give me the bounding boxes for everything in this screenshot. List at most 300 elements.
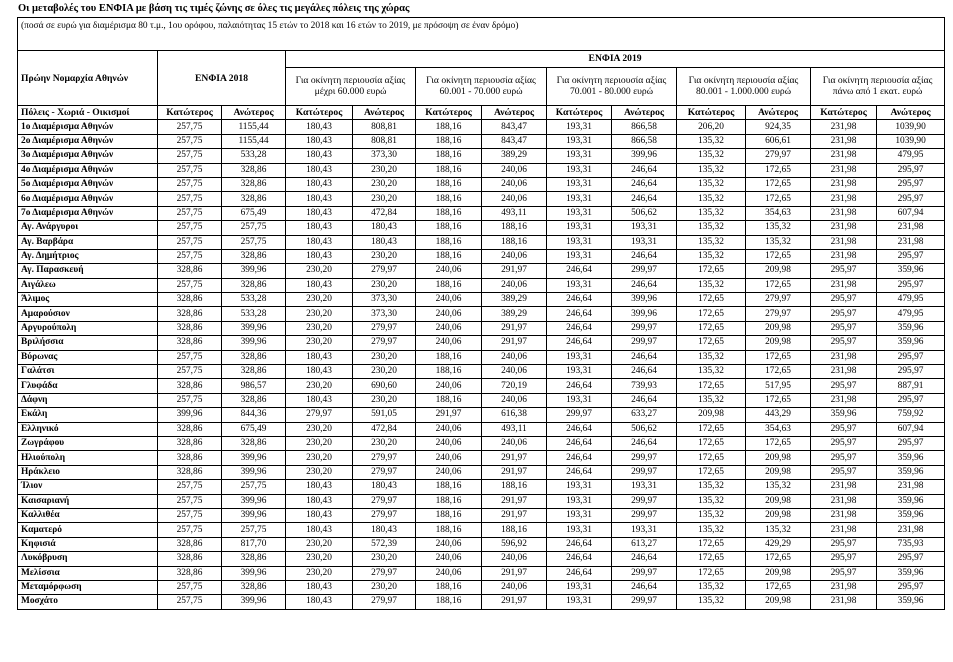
upper-value-cell: 299,97 — [612, 451, 677, 465]
upper-value-cell: 246,64 — [612, 192, 677, 206]
lower-value-cell: 240,06 — [416, 537, 482, 551]
upper-value-cell: 230,20 — [353, 436, 416, 450]
lower-value-cell: 246,64 — [547, 537, 612, 551]
enfia-table — [17, 17, 945, 610]
lower-value-cell: 193,31 — [547, 494, 612, 508]
upper-value-cell: 399,96 — [222, 494, 286, 508]
lower-value-cell: 328,86 — [158, 336, 222, 350]
table-row — [18, 264, 945, 278]
lower-value-cell: 209,98 — [677, 408, 746, 422]
upper-value-cell: 493,11 — [482, 206, 547, 220]
place-name: Αμαρούσιον — [18, 307, 158, 321]
lower-value-cell: 135,32 — [677, 177, 746, 191]
lower-value-cell: 231,98 — [811, 221, 877, 235]
upper-value-cell: 209,98 — [746, 566, 811, 580]
place-name: 1ο Διαμέρισμα Αθηνών — [18, 120, 158, 134]
upper-value-cell: 359,96 — [877, 336, 945, 350]
upper-value-cell: 399,96 — [222, 595, 286, 609]
lower-bound-header: Κατώτερος — [677, 106, 746, 120]
upper-value-cell: 429,29 — [746, 537, 811, 551]
place-name: Γαλάτσι — [18, 365, 158, 379]
upper-value-cell: 299,97 — [612, 264, 677, 278]
upper-value-cell: 279,97 — [746, 293, 811, 307]
upper-value-cell: 279,97 — [353, 566, 416, 580]
upper-value-cell: 675,49 — [222, 422, 286, 436]
upper-value-cell: 328,86 — [222, 249, 286, 263]
upper-value-cell: 295,97 — [877, 365, 945, 379]
upper-value-cell: 291,97 — [482, 451, 547, 465]
lower-value-cell: 257,75 — [158, 235, 222, 249]
lower-value-cell: 188,16 — [416, 480, 482, 494]
upper-value-cell: 279,97 — [746, 149, 811, 163]
group-header-1: Για οκίνητη περιουσία αξίας μέχρι 60.000 ευρώ — [286, 67, 416, 106]
upper-value-cell: 328,86 — [222, 580, 286, 594]
upper-value-cell: 240,06 — [482, 192, 547, 206]
lower-value-cell: 180,43 — [286, 177, 353, 191]
upper-value-cell: 230,20 — [353, 580, 416, 594]
upper-value-cell: 328,86 — [222, 278, 286, 292]
upper-value-cell: 354,63 — [746, 422, 811, 436]
lower-value-cell: 246,64 — [547, 379, 612, 393]
upper-value-cell: 230,20 — [353, 552, 416, 566]
place-name: Ηλιούπολη — [18, 451, 158, 465]
place-name: Καισαριανή — [18, 494, 158, 508]
upper-value-cell: 295,97 — [877, 163, 945, 177]
table-row — [18, 278, 945, 292]
table-row — [18, 494, 945, 508]
upper-value-cell: 246,64 — [612, 249, 677, 263]
table-row — [18, 336, 945, 350]
table-row — [18, 134, 945, 148]
lower-value-cell: 231,98 — [811, 206, 877, 220]
table-note: (ποσά σε ευρώ για διαμέρισμα 80 τ.μ., 1ου ορόφου, παλαιότητας 15 ετών το 2018 και 16 ετών το 2019, με πρόσοψη σε έναν δρόμο) — [18, 18, 945, 51]
lower-value-cell: 172,65 — [677, 566, 746, 580]
place-name: Αιγάλεω — [18, 278, 158, 292]
upper-value-cell: 291,97 — [482, 321, 547, 335]
lower-value-cell: 246,64 — [547, 293, 612, 307]
upper-value-cell: 399,96 — [222, 264, 286, 278]
upper-value-cell: 246,64 — [612, 436, 677, 450]
lower-value-cell: 295,97 — [811, 379, 877, 393]
upper-value-cell: 295,97 — [877, 552, 945, 566]
lower-value-cell: 193,31 — [547, 206, 612, 220]
lower-value-cell: 206,20 — [677, 120, 746, 134]
region-label: Πρώην Νομαρχία Αθηνών — [18, 51, 158, 106]
upper-value-cell: 616,38 — [482, 408, 547, 422]
upper-value-cell: 209,98 — [746, 465, 811, 479]
upper-value-cell: 759,92 — [877, 408, 945, 422]
table-row — [18, 422, 945, 436]
upper-value-cell: 517,95 — [746, 379, 811, 393]
lower-value-cell: 359,96 — [811, 408, 877, 422]
upper-value-cell: 533,28 — [222, 149, 286, 163]
table-row — [18, 149, 945, 163]
upper-value-cell: 240,06 — [482, 552, 547, 566]
table-row — [18, 235, 945, 249]
upper-value-cell: 246,64 — [612, 163, 677, 177]
upper-value-cell: 135,32 — [746, 235, 811, 249]
place-name: Βριλήσσια — [18, 336, 158, 350]
lower-value-cell: 193,31 — [547, 480, 612, 494]
lower-value-cell: 135,32 — [677, 393, 746, 407]
upper-value-cell: 279,97 — [746, 307, 811, 321]
upper-value-cell: 328,86 — [222, 552, 286, 566]
place-name: 2ο Διαμέρισμα Αθηνών — [18, 134, 158, 148]
group-header-4: Για οκίνητη περιουσία αξίας 80.001 - 1.000.000 ευρώ — [677, 67, 811, 106]
lower-value-cell: 230,20 — [286, 552, 353, 566]
lower-value-cell: 230,20 — [286, 566, 353, 580]
upper-value-cell: 230,20 — [353, 365, 416, 379]
lower-value-cell: 295,97 — [811, 465, 877, 479]
table-row — [18, 379, 945, 393]
upper-value-cell: 399,96 — [222, 451, 286, 465]
lower-value-cell: 240,06 — [416, 321, 482, 335]
lower-value-cell: 240,06 — [416, 307, 482, 321]
upper-value-cell: 506,62 — [612, 206, 677, 220]
lower-value-cell: 135,32 — [677, 163, 746, 177]
lower-value-cell: 231,98 — [811, 595, 877, 609]
upper-value-cell: 172,65 — [746, 580, 811, 594]
lower-value-cell: 193,31 — [547, 523, 612, 537]
lower-value-cell: 257,75 — [158, 120, 222, 134]
group-header-5: Για οκίνητη περιουσία αξίας πάνω από 1 εκατ. ευρώ — [811, 67, 945, 106]
lower-value-cell: 172,65 — [677, 436, 746, 450]
lower-value-cell: 188,16 — [416, 149, 482, 163]
upper-value-cell: 172,65 — [746, 249, 811, 263]
lower-value-cell: 246,64 — [547, 451, 612, 465]
lower-value-cell: 399,96 — [158, 408, 222, 422]
upper-value-cell: 257,75 — [222, 523, 286, 537]
lower-value-cell: 188,16 — [416, 595, 482, 609]
lower-value-cell: 257,75 — [158, 177, 222, 191]
upper-value-cell: 295,97 — [877, 177, 945, 191]
upper-value-cell: 231,98 — [877, 480, 945, 494]
lower-value-cell: 193,31 — [547, 249, 612, 263]
upper-value-cell: 389,29 — [482, 149, 547, 163]
upper-value-cell: 230,20 — [353, 177, 416, 191]
lower-value-cell: 135,32 — [677, 278, 746, 292]
table-row — [18, 120, 945, 134]
lower-value-cell: 230,20 — [286, 307, 353, 321]
lower-value-cell: 180,43 — [286, 249, 353, 263]
lower-value-cell: 246,64 — [547, 552, 612, 566]
lower-value-cell: 231,98 — [811, 393, 877, 407]
lower-value-cell: 193,31 — [547, 163, 612, 177]
place-name: Γλυφάδα — [18, 379, 158, 393]
upper-value-cell: 172,65 — [746, 192, 811, 206]
table-row — [18, 365, 945, 379]
upper-value-cell: 279,97 — [353, 336, 416, 350]
lower-value-cell: 328,86 — [158, 436, 222, 450]
upper-value-cell: 172,65 — [746, 350, 811, 364]
upper-value-cell: 295,97 — [877, 393, 945, 407]
lower-value-cell: 257,75 — [158, 192, 222, 206]
upper-value-cell: 231,98 — [877, 221, 945, 235]
table-row — [18, 580, 945, 594]
lower-value-cell: 230,20 — [286, 293, 353, 307]
upper-value-cell: 607,94 — [877, 206, 945, 220]
upper-value-cell: 230,20 — [353, 249, 416, 263]
upper-value-cell: 1155,44 — [222, 120, 286, 134]
lower-value-cell: 135,32 — [677, 149, 746, 163]
lower-value-cell: 180,43 — [286, 134, 353, 148]
lower-value-cell: 328,86 — [158, 379, 222, 393]
lower-value-cell: 328,86 — [158, 293, 222, 307]
lower-value-cell: 172,65 — [677, 321, 746, 335]
upper-value-cell: 230,20 — [353, 393, 416, 407]
upper-value-cell: 257,75 — [222, 221, 286, 235]
upper-value-cell: 279,97 — [353, 595, 416, 609]
upper-value-cell: 209,98 — [746, 451, 811, 465]
lower-value-cell: 193,31 — [547, 595, 612, 609]
place-name: Ζωγράφου — [18, 436, 158, 450]
lower-value-cell: 240,06 — [416, 566, 482, 580]
lower-value-cell: 193,31 — [547, 365, 612, 379]
place-name: Αγ. Παρασκευή — [18, 264, 158, 278]
place-name: Μοσχάτο — [18, 595, 158, 609]
upper-bound-header: Ανώτερος — [482, 106, 547, 120]
lower-value-cell: 188,16 — [416, 235, 482, 249]
lower-value-cell: 172,65 — [677, 307, 746, 321]
upper-value-cell: 246,64 — [612, 393, 677, 407]
lower-value-cell: 188,16 — [416, 221, 482, 235]
upper-value-cell: 295,97 — [877, 278, 945, 292]
lower-value-cell: 180,43 — [286, 163, 353, 177]
upper-value-cell: 606,61 — [746, 134, 811, 148]
lower-value-cell: 180,43 — [286, 206, 353, 220]
upper-value-cell: 299,97 — [612, 336, 677, 350]
lower-bound-header: Κατώτερος — [416, 106, 482, 120]
place-name: Καματερό — [18, 523, 158, 537]
lower-value-cell: 257,75 — [158, 249, 222, 263]
upper-value-cell: 291,97 — [482, 595, 547, 609]
upper-value-cell: 817,70 — [222, 537, 286, 551]
upper-value-cell: 172,65 — [746, 393, 811, 407]
enfia-2018-header: ΕΝΦΙΑ 2018 — [158, 51, 286, 106]
lower-value-cell: 188,16 — [416, 580, 482, 594]
upper-value-cell: 328,86 — [222, 163, 286, 177]
lower-value-cell: 135,32 — [677, 595, 746, 609]
upper-value-cell: 735,93 — [877, 537, 945, 551]
upper-value-cell: 180,43 — [353, 235, 416, 249]
upper-value-cell: 135,32 — [746, 480, 811, 494]
lower-value-cell: 135,32 — [677, 350, 746, 364]
lower-value-cell: 193,31 — [547, 508, 612, 522]
lower-value-cell: 180,43 — [286, 221, 353, 235]
lower-value-cell: 188,16 — [416, 508, 482, 522]
upper-value-cell: 399,96 — [222, 566, 286, 580]
upper-value-cell: 328,86 — [222, 436, 286, 450]
lower-value-cell: 328,86 — [158, 566, 222, 580]
enfia-2019-header: ΕΝΦΙΑ 2019 — [286, 51, 945, 68]
lower-value-cell: 231,98 — [811, 480, 877, 494]
upper-value-cell: 866,58 — [612, 134, 677, 148]
lower-value-cell: 193,31 — [547, 350, 612, 364]
upper-value-cell: 887,91 — [877, 379, 945, 393]
upper-value-cell: 172,65 — [746, 436, 811, 450]
lower-value-cell: 295,97 — [811, 552, 877, 566]
lower-value-cell: 231,98 — [811, 149, 877, 163]
upper-value-cell: 188,16 — [482, 523, 547, 537]
lower-value-cell: 172,65 — [677, 451, 746, 465]
lower-value-cell: 295,97 — [811, 451, 877, 465]
upper-value-cell: 359,96 — [877, 264, 945, 278]
table-row — [18, 163, 945, 177]
upper-value-cell: 354,63 — [746, 206, 811, 220]
upper-value-cell: 533,28 — [222, 307, 286, 321]
upper-value-cell: 443,29 — [746, 408, 811, 422]
table-row — [18, 451, 945, 465]
lower-bound-header: Κατώτερος — [547, 106, 612, 120]
upper-value-cell: 230,20 — [353, 278, 416, 292]
upper-bound-header: Ανώτερος — [612, 106, 677, 120]
upper-value-cell: 299,97 — [612, 595, 677, 609]
table-row — [18, 408, 945, 422]
lower-value-cell: 230,20 — [286, 336, 353, 350]
upper-value-cell: 230,20 — [353, 192, 416, 206]
upper-value-cell: 399,96 — [222, 321, 286, 335]
lower-value-cell: 240,06 — [416, 379, 482, 393]
upper-value-cell: 591,05 — [353, 408, 416, 422]
lower-value-cell: 299,97 — [547, 408, 612, 422]
upper-value-cell: 231,98 — [877, 235, 945, 249]
lower-value-cell: 172,65 — [677, 379, 746, 393]
lower-value-cell: 231,98 — [811, 235, 877, 249]
upper-value-cell: 613,27 — [612, 537, 677, 551]
upper-value-cell: 479,95 — [877, 307, 945, 321]
lower-value-cell: 240,06 — [416, 465, 482, 479]
lower-value-cell: 135,32 — [677, 508, 746, 522]
upper-value-cell: 399,96 — [222, 465, 286, 479]
lower-value-cell: 295,97 — [811, 422, 877, 436]
upper-bound-header: Ανώτερος — [353, 106, 416, 120]
upper-value-cell: 209,98 — [746, 336, 811, 350]
upper-value-cell: 180,43 — [353, 523, 416, 537]
upper-value-cell: 399,96 — [612, 149, 677, 163]
upper-value-cell: 193,31 — [612, 480, 677, 494]
upper-value-cell: 808,81 — [353, 120, 416, 134]
table-row — [18, 350, 945, 364]
upper-value-cell: 257,75 — [222, 480, 286, 494]
lower-value-cell: 231,98 — [811, 278, 877, 292]
lower-value-cell: 180,43 — [286, 235, 353, 249]
lower-value-cell: 135,32 — [677, 206, 746, 220]
upper-value-cell: 373,30 — [353, 149, 416, 163]
lower-value-cell: 193,31 — [547, 221, 612, 235]
upper-value-cell: 299,97 — [612, 465, 677, 479]
upper-value-cell: 866,58 — [612, 120, 677, 134]
upper-value-cell: 295,97 — [877, 350, 945, 364]
lower-value-cell: 231,98 — [811, 177, 877, 191]
lower-value-cell: 188,16 — [416, 350, 482, 364]
lower-value-cell: 231,98 — [811, 350, 877, 364]
lower-value-cell: 188,16 — [416, 120, 482, 134]
upper-value-cell: 1039,90 — [877, 134, 945, 148]
lower-value-cell: 193,31 — [547, 192, 612, 206]
upper-value-cell: 291,97 — [482, 566, 547, 580]
page-title: Οι μεταβολές του ΕΝΦΙΑ με βάση τις τιμές ζώνης σε όλες τις μεγάλες πόλεις της χώρας — [18, 3, 410, 14]
upper-value-cell: 359,96 — [877, 566, 945, 580]
table-row — [18, 480, 945, 494]
lower-value-cell: 135,32 — [677, 192, 746, 206]
place-name: 3ο Διαμέρισμα Αθηνών — [18, 149, 158, 163]
table-row — [18, 393, 945, 407]
upper-value-cell: 279,97 — [353, 451, 416, 465]
upper-value-cell: 389,29 — [482, 293, 547, 307]
lower-value-cell: 291,97 — [416, 408, 482, 422]
upper-value-cell: 328,86 — [222, 192, 286, 206]
upper-value-cell: 240,06 — [482, 278, 547, 292]
upper-value-cell: 328,86 — [222, 365, 286, 379]
upper-value-cell: 572,39 — [353, 537, 416, 551]
upper-value-cell: 240,06 — [482, 580, 547, 594]
lower-value-cell: 135,32 — [677, 365, 746, 379]
lower-value-cell: 188,16 — [416, 278, 482, 292]
lower-value-cell: 257,75 — [158, 221, 222, 235]
lower-value-cell: 328,86 — [158, 465, 222, 479]
lower-value-cell: 231,98 — [811, 523, 877, 537]
lower-value-cell: 172,65 — [677, 422, 746, 436]
lower-value-cell: 230,20 — [286, 436, 353, 450]
lower-value-cell: 180,43 — [286, 595, 353, 609]
upper-value-cell: 230,20 — [353, 350, 416, 364]
lower-value-cell: 257,75 — [158, 149, 222, 163]
lower-value-cell: 172,65 — [677, 552, 746, 566]
upper-value-cell: 399,96 — [612, 293, 677, 307]
upper-value-cell: 279,97 — [353, 264, 416, 278]
table-row — [18, 321, 945, 335]
lower-value-cell: 257,75 — [158, 393, 222, 407]
upper-value-cell: 399,96 — [222, 336, 286, 350]
lower-value-cell: 295,97 — [811, 264, 877, 278]
lower-value-cell: 193,31 — [547, 235, 612, 249]
table-row — [18, 192, 945, 206]
lower-value-cell: 240,06 — [416, 422, 482, 436]
upper-value-cell: 399,96 — [612, 307, 677, 321]
place-name: Αγ. Βαρβάρα — [18, 235, 158, 249]
upper-value-cell: 246,64 — [612, 177, 677, 191]
upper-value-cell: 240,06 — [482, 249, 547, 263]
upper-value-cell: 808,81 — [353, 134, 416, 148]
upper-value-cell: 291,97 — [482, 465, 547, 479]
lower-value-cell: 172,65 — [677, 264, 746, 278]
upper-value-cell: 135,32 — [746, 221, 811, 235]
upper-value-cell: 506,62 — [612, 422, 677, 436]
lower-value-cell: 180,43 — [286, 365, 353, 379]
upper-value-cell: 279,97 — [353, 465, 416, 479]
lower-value-cell: 240,06 — [416, 336, 482, 350]
lower-value-cell: 246,64 — [547, 336, 612, 350]
upper-value-cell: 135,32 — [746, 523, 811, 537]
lower-value-cell: 231,98 — [811, 134, 877, 148]
upper-value-cell: 328,86 — [222, 350, 286, 364]
place-name: 5ο Διαμέρισμα Αθηνών — [18, 177, 158, 191]
upper-value-cell: 472,84 — [353, 422, 416, 436]
lower-value-cell: 180,43 — [286, 480, 353, 494]
upper-value-cell: 230,20 — [353, 163, 416, 177]
upper-value-cell: 986,57 — [222, 379, 286, 393]
upper-value-cell: 209,98 — [746, 494, 811, 508]
lower-value-cell: 257,75 — [158, 350, 222, 364]
lower-value-cell: 172,65 — [677, 537, 746, 551]
upper-value-cell: 472,84 — [353, 206, 416, 220]
lower-value-cell: 180,43 — [286, 494, 353, 508]
upper-value-cell: 295,97 — [877, 249, 945, 263]
lower-value-cell: 188,16 — [416, 494, 482, 508]
group-header-3: Για οκίνητη περιουσία αξίας 70.001 - 80.000 ευρώ — [547, 67, 677, 106]
lower-value-cell: 246,64 — [547, 465, 612, 479]
lower-value-cell: 231,98 — [811, 580, 877, 594]
